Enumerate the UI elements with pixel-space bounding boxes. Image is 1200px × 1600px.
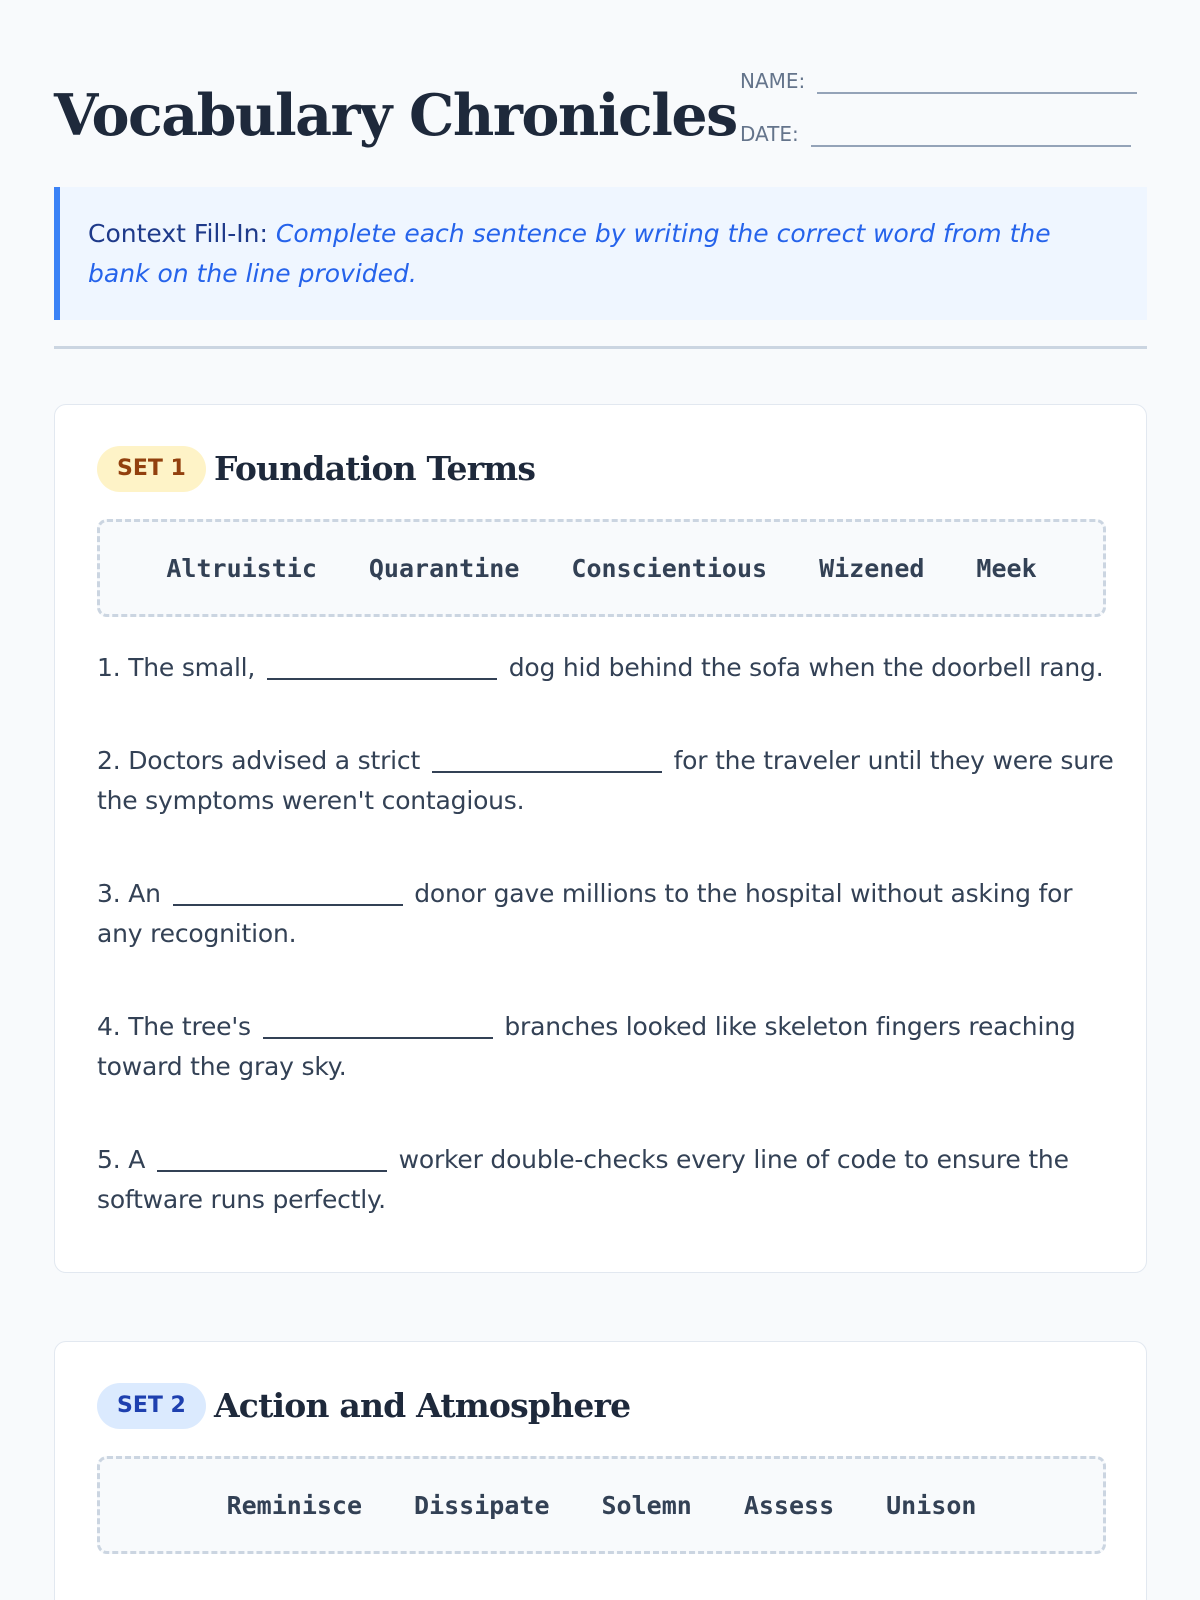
header-divider <box>54 346 1147 349</box>
date-field-row <box>740 111 1131 147</box>
answer-blank-2[interactable] <box>432 741 662 773</box>
set-2-word-bank <box>97 1456 1106 1554</box>
question-2-after: for the traveler until they were sure the symptoms weren't contagious. <box>97 746 1114 815</box>
set-1-questions <box>97 648 1117 1273</box>
question-2 <box>97 741 1117 821</box>
question-4-before: 4. The tree's <box>97 1012 251 1041</box>
set-1-card <box>54 404 1147 1273</box>
question-3 <box>97 874 1117 954</box>
word-bank-item: Reminisce <box>226 1490 363 1520</box>
question-1-after: dog hid behind the sofa when the doorbell rang. <box>508 653 1104 682</box>
answer-blank-3[interactable] <box>173 874 403 906</box>
set-2-card <box>54 1341 1147 1600</box>
word-bank-item: Quarantine <box>368 553 520 583</box>
date-line[interactable] <box>811 111 1131 147</box>
word-bank-item: Dissipate <box>414 1490 550 1520</box>
question-1-before: 1. The small, <box>97 653 256 682</box>
instructions-box <box>54 187 1147 320</box>
page-title: Vocabulary Chronicles <box>54 82 737 149</box>
word-bank-item: Solemn <box>601 1490 692 1520</box>
question-3-before: 3. An <box>97 879 161 908</box>
word-bank-item: Conscientious <box>571 553 768 583</box>
answer-blank-5[interactable] <box>157 1140 387 1172</box>
word-bank-item: Assess <box>743 1490 835 1520</box>
word-bank-item: Altruistic <box>166 553 317 583</box>
instructions-text: Complete each sentence by writing the correct word from the bank on the line provided. <box>88 219 1051 288</box>
question-4-after: branches looked like skeleton fingers reaching toward the gray sky. <box>97 1012 1076 1081</box>
word-bank-item: Wizened <box>819 553 925 583</box>
set-1-title: Foundation Terms <box>214 449 536 488</box>
date-label: DATE: <box>740 122 799 146</box>
name-field-row <box>740 58 1137 94</box>
word-bank-item: Unison <box>886 1490 977 1520</box>
name-line[interactable] <box>817 58 1137 94</box>
set-1-badge: SET 1 <box>97 446 206 492</box>
question-5-after: worker double-checks every line of code to ensure the software runs perfectly. <box>97 1145 1069 1214</box>
question-2-before: 2. Doctors advised a strict <box>97 746 421 775</box>
set-1-word-bank <box>97 519 1106 617</box>
set-2-badge: SET 2 <box>97 1383 206 1429</box>
answer-blank-4[interactable] <box>263 1007 493 1039</box>
name-label: NAME: <box>740 69 806 93</box>
question-4 <box>97 1007 1117 1087</box>
question-5-before: 5. A <box>97 1145 146 1174</box>
question-5 <box>97 1140 1117 1220</box>
word-bank-item: Meek <box>976 553 1037 583</box>
set-2-title: Action and Atmosphere <box>214 1386 631 1425</box>
question-3-after: donor gave millions to the hospital without asking for any recognition. <box>97 879 1073 948</box>
answer-blank-1[interactable] <box>267 648 497 680</box>
instructions-label: Context Fill-In: <box>88 219 268 248</box>
question-1 <box>97 648 1117 688</box>
